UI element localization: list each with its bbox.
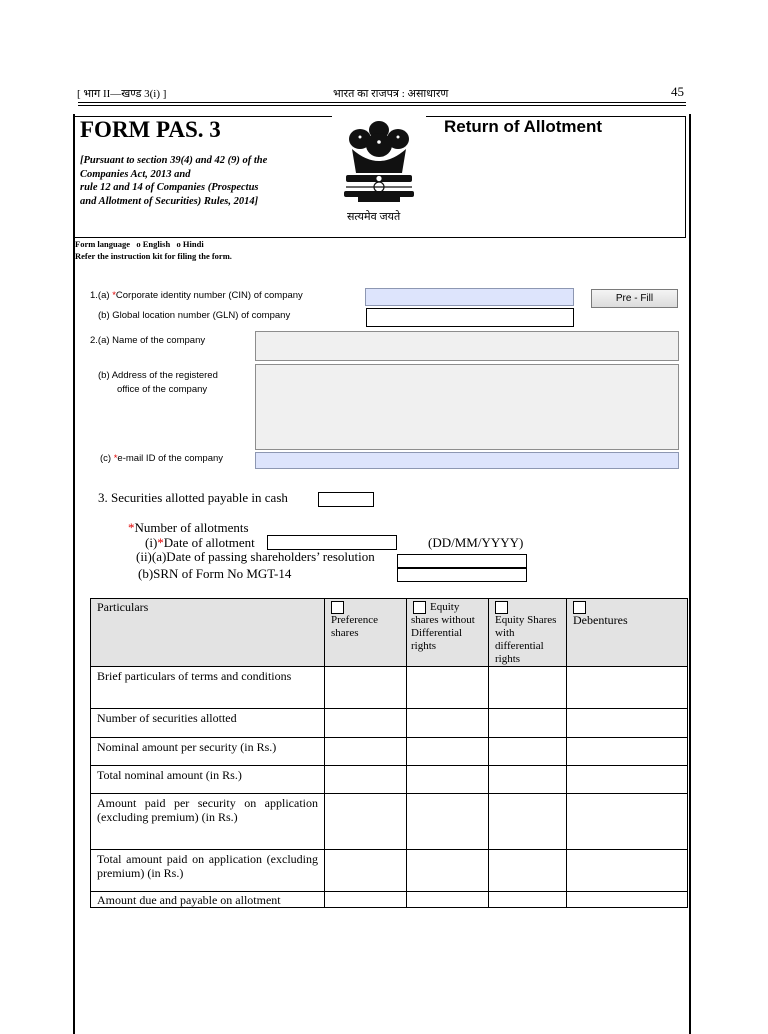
table-cell[interactable] [325, 850, 407, 892]
form-language-row [75, 239, 204, 249]
column-header-preference [325, 599, 407, 667]
table-cell[interactable] [489, 709, 567, 738]
national-emblem-icon [332, 115, 426, 211]
row-label: Brief particulars of terms and conditions [91, 667, 325, 709]
table-row [91, 892, 688, 908]
language-option-hindi[interactable]: o Hindi [176, 239, 204, 249]
allotment-table [90, 598, 688, 908]
column-header-label: Equity shares without Differential rights [411, 601, 475, 652]
table-cell[interactable] [489, 850, 567, 892]
email-label [100, 453, 223, 464]
table-cell[interactable] [567, 766, 688, 794]
table-row [91, 738, 688, 766]
resolution-label: (ii)(a)Date of passing shareholders’ resolution [136, 549, 375, 564]
cin-text: Corporate identity number (CIN) of company [115, 290, 303, 301]
column-header-equity-without [407, 599, 489, 667]
required-star: * [113, 453, 118, 464]
cin-label [90, 290, 303, 301]
table-cell[interactable] [567, 794, 688, 850]
resolution-date-input[interactable] [397, 554, 527, 568]
email-prefix: (c) [100, 453, 114, 464]
table-cell[interactable] [567, 892, 688, 908]
table-cell[interactable] [489, 766, 567, 794]
header-rule-2 [78, 105, 686, 106]
gazette-part-label: [ भाग II—खण्ड 3(i) ] [77, 88, 167, 100]
column-header-label: Equity Shares with differential rights [495, 614, 557, 665]
column-header-debentures [567, 599, 688, 667]
securities-cash-label: 3. Securities allotted payable in cash [98, 490, 288, 505]
equity-with-checkbox[interactable] [495, 601, 508, 614]
row-label: Amount paid per security on application (excluding premium) (in Rs.) [91, 794, 325, 850]
column-header-particulars [91, 599, 325, 667]
table-cell[interactable] [325, 709, 407, 738]
form-language-label: Form language [75, 239, 131, 249]
row-label: Total amount paid on application (excluding premium) (in Rs.) [91, 850, 325, 892]
pursuant-text [80, 154, 267, 208]
instruction-text: Refer the instruction kit for filing the form. [75, 251, 232, 261]
column-header-label: Debentures [573, 613, 628, 627]
table-header-row [91, 599, 688, 667]
required-star: * [112, 290, 116, 301]
pursuant-line: rule 12 and 14 of Companies (Prospectus [80, 182, 259, 193]
email-text: e-mail ID of the company [117, 453, 224, 464]
table-cell[interactable] [407, 794, 489, 850]
srn-input[interactable] [397, 568, 527, 582]
address-label-line: office of the company [117, 384, 208, 395]
column-header-label: Particulars [97, 600, 149, 614]
required-star: * [128, 520, 135, 535]
securities-cash-input[interactable] [318, 492, 374, 507]
column-header-label: Preference shares [331, 614, 379, 639]
date-text: Date of allotment [163, 535, 255, 550]
table-cell[interactable] [489, 794, 567, 850]
table-cell[interactable] [407, 892, 489, 908]
row-label: Number of securities allotted [91, 709, 325, 738]
table-row [91, 667, 688, 709]
cin-input[interactable] [365, 288, 574, 306]
table-cell[interactable] [489, 738, 567, 766]
row-label: Amount due and payable on allotment [91, 892, 325, 908]
table-cell[interactable] [325, 667, 407, 709]
company-name-label: 2.(a) Name of the company [90, 335, 206, 346]
table-row [91, 709, 688, 738]
table-cell[interactable] [567, 709, 688, 738]
table-cell[interactable] [407, 667, 489, 709]
table-cell[interactable] [325, 794, 407, 850]
pursuant-line: Companies Act, 2013 and [80, 168, 191, 180]
table-cell[interactable] [567, 738, 688, 766]
table-row [91, 850, 688, 892]
email-input[interactable] [255, 452, 679, 469]
column-header-equity-with [489, 599, 567, 667]
table-row [91, 794, 688, 850]
date-prefix: (i) [145, 535, 158, 550]
table-cell[interactable] [489, 667, 567, 709]
address-label [98, 369, 218, 397]
address-input[interactable] [255, 364, 679, 450]
address-label-line: (b) Address of the registered [98, 370, 218, 381]
row-label: Total nominal amount (in Rs.) [91, 766, 325, 794]
date-format-hint: (DD/MM/YYYY) [428, 535, 524, 550]
table-cell[interactable] [325, 738, 407, 766]
header-rule [78, 102, 686, 103]
emblem-motto: सत्यमेव जयते [347, 211, 401, 223]
gln-input[interactable] [366, 308, 574, 327]
srn-label: (b)SRN of Form No MGT-14 [138, 566, 292, 581]
row-label: Nominal amount per security (in Rs.) [91, 738, 325, 766]
table-cell[interactable] [325, 892, 407, 908]
gln-label: (b) Global location number (GLN) of company [98, 310, 291, 321]
gazette-title: भारत का राजपत्र : असाधारण [333, 88, 449, 100]
allotments-label [128, 520, 249, 536]
table-row [91, 766, 688, 794]
table-cell[interactable] [407, 709, 489, 738]
preference-checkbox[interactable] [331, 601, 344, 614]
page-number: 45 [671, 84, 684, 99]
table-cell[interactable] [407, 850, 489, 892]
table-cell[interactable] [567, 850, 688, 892]
table-cell[interactable] [325, 766, 407, 794]
company-name-input[interactable] [255, 331, 679, 361]
table-cell[interactable] [407, 766, 489, 794]
allotments-text: Number of allotments [134, 520, 249, 535]
cin-number: 1.(a) [90, 290, 110, 301]
pursuant-line: [Pursuant to section 39(4) and 42 (9) of the [80, 155, 268, 166]
table-cell[interactable] [407, 738, 489, 766]
form-title: FORM PAS. 3 [80, 117, 221, 142]
table-cell[interactable] [567, 667, 688, 709]
required-star: * [157, 535, 164, 550]
language-option-english[interactable]: o English [136, 239, 171, 249]
table-cell[interactable] [489, 892, 567, 908]
prefill-button[interactable]: Pre - Fill [591, 289, 678, 308]
pursuant-line: and Allotment of Securities) Rules, 2014] [80, 195, 259, 207]
form-subtitle: Return of Allotment [444, 117, 603, 136]
date-allotment-input[interactable] [267, 535, 397, 550]
